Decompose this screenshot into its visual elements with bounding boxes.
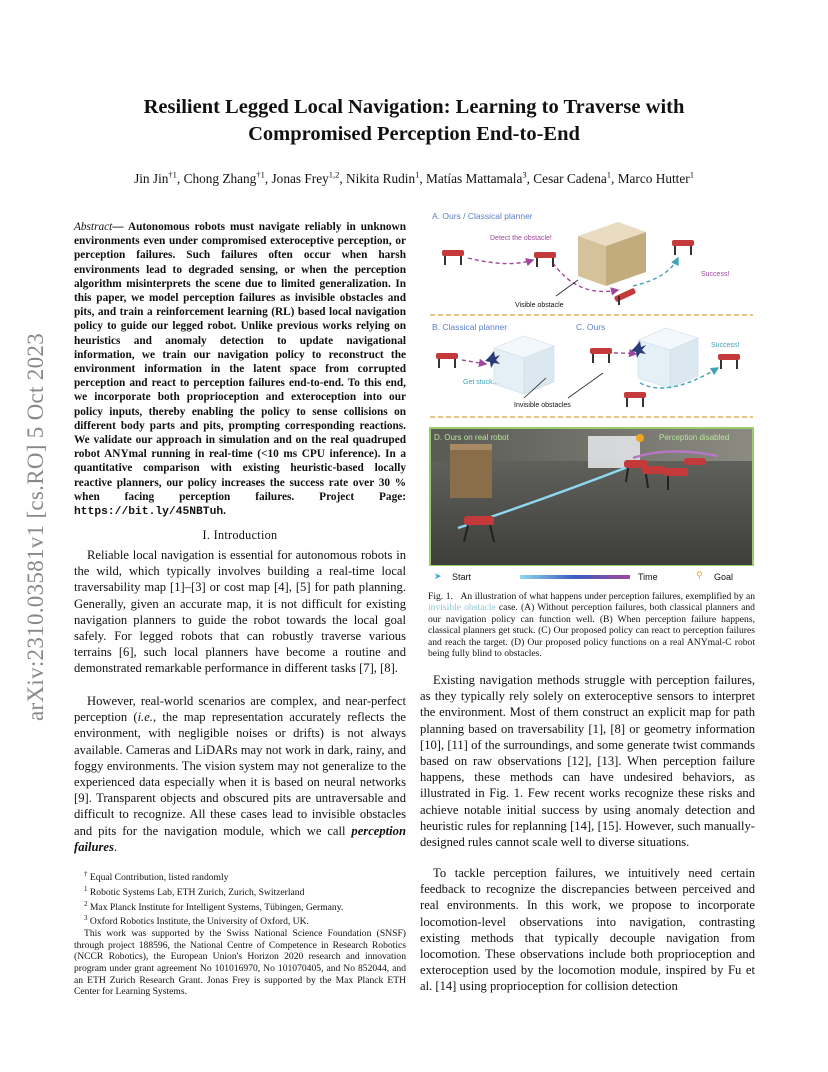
abstract-text: Autonomous robots must navigate reliably in unknown environments even under compromised exteroceptive perception, or perception failures. Such failures often occur when harsh environments lead to degraded sensing, or when the perception algorithm misinterprets the scene due to limited generalization. In this paper, we model perception failures as invisible obstacles and pits, and train a reinforcement learning (RL) based local navigation policy to guide our legged robot. Unlike previous works relying on heuristics and anomaly detection to update navigational information, we train our navigation policy to reconstruct the environment information in the latent space from corrupted perception and react to perception failures end-to-end. To this end, we incorporate both proprioception and exteroception into our policy inputs, thereby enabling the policy to sense collisions on different body parts and pits, prompting corresponding reactions. We validate our approach in simulation and on the real quadruped robot ANYmal running in real-time (<10 ms CPU inference). In a quantitative comparison with existing heuristic-based locally reactive planners, our policy increases the success rate over 30 % when facing perception failures. Project Page: [74, 221, 406, 503]
stuck-label: Get stuck... [463, 379, 499, 386]
arxiv-sidebar [16, 292, 56, 762]
author: Nikita Rudin$^1$, [346, 170, 427, 187]
paper-title [60, 94, 768, 148]
funding-note: This work was supported by the Swiss National Science Foundation (SNSF) through project 188596, the National Centre of Competence in Research Robotics (NCCR Robotics), the European Union's Horizon 2020 research and innovation program under grant agreement No 101016970, No 101070405, and No 852044, and an ETH Zurich Research Grant. Jonas Frey is supported by the Max Planck ETH Center for Learning Systems. [74, 928, 406, 998]
author: Matías Mattamala$^3$, [426, 170, 534, 187]
panel-d-label: D. Ours on real robot [434, 433, 509, 442]
start-arrow-icon: ➤ [434, 571, 442, 581]
invisible-obstacle-b [494, 336, 554, 394]
figure-legend [428, 569, 755, 587]
key-term: perception failures [74, 823, 406, 854]
visible-obstacle-box [578, 222, 646, 286]
real-robot-photo [430, 428, 753, 566]
title-line-2: Compromised Perception End-to-End [248, 123, 580, 145]
detect-label: Detect the obstacle! [490, 235, 552, 242]
footnote: $^2$ Max Planck Institute for Intelligent Systems, Tübingen, Germany. [84, 899, 344, 913]
author: Jonas Frey$^{1,2}$, [271, 170, 347, 187]
invisible-label: Invisible obstacles [514, 402, 571, 409]
abstract: Abstract— Autonomous robots must navigate reliably in unknown environments even under compromised exteroceptive perception, or perception failures. Such failures often occur when harsh environments lead to degraded sensing, or when the perception algorithm misinterprets the scene due to limited generalization. In this paper, we model perception failures as invisible obstacles and pits, and train a reinforcement learning (RL) based local navigation policy to guide our legged robot. Unlike previous works relying on heuristics and anomaly detection to update navigational information, we train our navigation policy to reconstruct the environment information in the latent space from corrupted perception and react to perception failures end-to-end. To this end, we incorporate both proprioception and exteroception into our policy inputs, thereby enabling the policy to sense collisions on different body parts and pits, prompting corresponding reactions. We validate our approach in simulation and on the real quadruped robot ANYmal running in real-time (<10 ms CPU inference). In a quantitative comparison with existing heuristic-based locally reactive planners, our policy increases the success rate over 30 % when facing perception failures. Project Page: https://bit.ly/45NBTuh. [74, 221, 406, 519]
legend-time: Time [638, 572, 658, 582]
right-paragraph-2: To tackle perception failures, we intuitively need certain feedback to recognize the discrepancies between perceived and real environments. In this work, we propose to incorporate locomotion-level observations into navigation, contrasting existing methods that typically decouple navigation from locomotion. These observations include both proprioception and exteroception used by the locomotion module, inspired by Fu et al. [14] using proprioception for collision detection [420, 866, 755, 994]
intro-paragraph-2: However, real-world scenarios are complex, and near-perfect perception (i.e., the map representation accurately reflects the environment, with negligible noises or drifts) is not always available. Cameras and LiDARs may not work in dark, rainy, and foggy environments. The vision system may not generalize to the experienced data especially when it is based on neural networks [9]. Transparent objects and obscured pits are untraversable and difficult to recognize. All these cases lead to invisible obstacles and pits for the navigation module, which we call perception failures. [74, 694, 406, 854]
author: Marco Hutter$^1$ [617, 170, 694, 187]
time-gradient-bar [520, 575, 630, 579]
right-paragraph-1: Existing navigation methods struggle with perception failures, as they typically rely solely on exteroceptive sensors to interpret the environment. Most of them construct an explicit map for path planning based on traversability [1], [8] or geometry information [10], [11] of the surroundings, and some generate twist commands based on raw observations [12], [13]. When perception failure happens, these methods can have undesired behaviors, as illustrated in Fig. 1. Few recent works recognize these risks and achieve notable initial success by using anomaly detection and heuristic rules for replanning [14], [15]. However, such manually-designed rules cannot scale well to diverse situations. [420, 673, 755, 850]
success-c: Success! [711, 342, 740, 349]
abstract-label: Abstract [74, 221, 113, 233]
figure-1 [428, 208, 755, 566]
panel-a-label: A. Ours / Classical planner [432, 211, 533, 221]
author: Cesar Cadena$^1$, [533, 170, 618, 187]
invisible-obstacle-c [638, 328, 698, 388]
footnote: $^3$ Oxford Robotics Institute, the University of Oxford, UK. [84, 914, 309, 928]
robot-icon [442, 240, 694, 305]
panel-b-label: B. Classical planner [432, 322, 508, 332]
project-link[interactable]: https://bit.ly/45NBTuh [74, 506, 224, 519]
author: Jin Jin$^{\dagger 1}$, [134, 170, 184, 187]
disabled-label: Perception disabled [659, 433, 730, 442]
arxiv-identifier: arXiv:2310.03581v1 [cs.RO] 5 Oct 2023 [23, 333, 48, 721]
legend-goal: Goal [714, 572, 734, 582]
legend-start: Start [452, 572, 472, 582]
visible-label: Visible obstacle [515, 302, 564, 309]
path-a-purple [468, 258, 533, 264]
path-b [462, 360, 486, 364]
figure-caption: Fig. 1. An illustration of what happens under perception failures, exemplified by an invisible obstacle case. (A) Without perception failures, both classical planners and our navigation policy can function well. (B) When perception failure happens, classical planners get stuck. (C) Our proposed policy can react to perception failures and reach the target. (D) Our proposed policy functions on a real ANYmal-C robot being fully blind to obstacles. [428, 591, 755, 660]
title-line-1: Resilient Legged Local Navigation: Learning to Traverse with [143, 96, 685, 118]
goal-icon: ⚲ [696, 570, 703, 580]
footnotes [74, 869, 406, 998]
path-c-purple [614, 353, 636, 354]
footnote: † Equal Contribution, listed randomly [84, 870, 229, 884]
panel-c-label: C. Ours [576, 322, 606, 332]
author-list [40, 170, 788, 187]
footnote: $^1$ Robotic Systems Lab, ETH Zurich, Zurich, Switzerland [84, 884, 305, 898]
author: Chong Zhang$^{\dagger 1}$, [183, 170, 272, 187]
success-a: Success! [701, 271, 730, 278]
intro-paragraph-1: Reliable local navigation is essential for autonomous robots in the wild, which typically involves building a real-time local traversability map [1]–[3] or cost map [4], [5] for path planning. Generally, given an accurate map, it is not difficult for existing navigation planners to guide the robot towards the local goal safely. For legged robots that can robustly traverse various terrains [6], such local planners have become a routine and demonstrated remarkable performance in different tasks [7], [8]. [74, 548, 406, 676]
section-heading: I. Introduction [202, 528, 278, 542]
